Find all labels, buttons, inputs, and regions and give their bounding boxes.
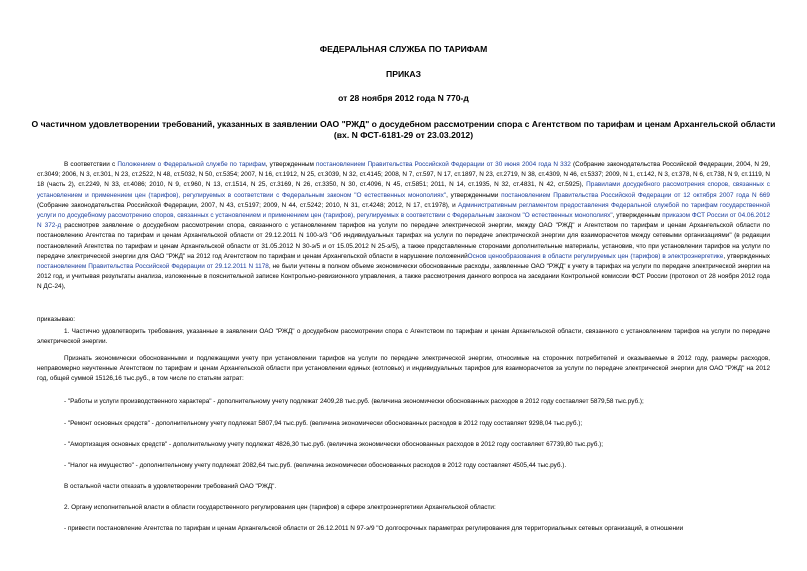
cost-item-property-tax: - "Налог на имущество" - дополнительному учету подлежат 2082,64 тыс.руб. (величина экономически обоснованных расходов в 2012 году составляет 4505,44 тыс.руб.). [64,462,567,469]
ordering-word: приказываю: [37,316,75,323]
link-dispute-rules[interactable]: Правилами досудебного рассмотрения споров, связанных с установлением и применением цен (тарифов), регулируемых в соответствии с Федеральным законом "О естественных монополиях" [37,181,770,199]
preamble-text: (Собрание законодательства Российской Федерации, 2004, N 29, ст.3049; 2006, N 3, ст.301, N 23, ст.2522, N 48, ст.5032, N 50, ст.5354; 2007, N 16, ст.1912, N 25, ст.3039, N 32, ст.4145; 2008, N 7, ст.597, N 17, ст.1897, N 23, ст.2719, N 38, ст.4309, N 46, ст.5337; 2009, N 1, ст.142, N 3, ст.378, N 6, ст.738, N 9, ст.1119, N 18 (часть 2), ст.2249, N 33, ст.4086; 2010, N 9, ст.960, N 13, ст.1514, N 25, ст.3169, N 26, ст.3350, N 30, ст.4096, N 45, ст.5851; 2011, N 14, ст.1935, N 32, ст.4831, N 42, ст.5925), [37,161,770,189]
preamble-text: , утвержденным [265,161,317,168]
document-type: ПРИКАЗ [386,69,421,79]
preamble-text: , утвержденным [612,212,663,220]
preamble-text: , утвержденных [723,252,770,260]
item-2-paragraph: 2. Органу исполнительной власти в области государственного регулирования цен (тарифов) в сфере электроэнергетики Архангельской области: [64,504,496,511]
link-pricing-basics[interactable]: Основ ценообразования в области регулируемых цен (тарифов) в электроэнергетике [467,252,724,260]
preamble-paragraph [37,160,770,293]
link-administrative-regulation[interactable]: Административным регламентом предоставления Федеральной службой по тарифам государственной услуги по досудебному рассмотрению споров, связанных с установлением и применением цен (тарифов), регулируемых в соответствии с Федеральным законом "О естественных монополиях" [37,201,770,220]
link-fst-order-372[interactable]: приказом ФСТ России от 04.06.2012 N 372-д [37,212,770,230]
preamble-text: , не были учтены в полном объеме экономически обоснованные расходы, заявленные ОАО "РЖД" к учету в тарифах на услуги по передаче электрической энергии на 2012 год, и учитывая результаты анализа, изложенные в пояснительной записке Контрольно-ревизионного управления, а также рассмотрения данного вопроса на заседании Контрольной комиссии ФСТ России (протокол от 28 ноября 2012 года N ДС-24), [37,263,770,291]
cost-item-works: - "Работы и услуги производственного характера" - дополнительному учету подлежат 2409,28 тыс.руб. (величина экономически обоснованных расходов в 2012 году составляет 5879,58 тыс.руб.); [64,398,644,405]
document-title: О частичном удовлетворении требований, указанных в заявлении ОАО "РЖД" о досудебном рассмотрении спора с Агентством по тарифам и ценам Архангельской области (вх. N ФСТ-6181-29 от 23.03.2012) [31,119,776,140]
link-government-decree-669[interactable]: постановлением Правительства Российской Федерации от 12 октября 2007 года N 669 [501,191,770,199]
preamble-text: , утвержденными [446,191,502,199]
link-government-decree-1178[interactable]: постановлением Правительства Российской Федерации от 29.12.2011 N 1178 [37,263,269,271]
recognize-paragraph: Признать экономически обоснованными и подлежащими учету при установлении тарифов на услуги по передаче электрической энергии, относимые на сторонних потребителей и оказываемые в 2012 году, размеры расходов, неправомерно неучтенные Агентством по тарифам и ценам Архангельской области при установлении единых (котловых) и индивидуальных тарифов для взаиморасчетов за услуги по передаче электрической энергии для ОАО "РЖД" на 2012 год, общей суммой 15126,16 тыс.руб., в том числе по статьям затрат: [37,355,770,383]
item-1-paragraph: 1. Частично удовлетворить требования, указанные в заявлении ОАО "РЖД" о досудебном рассмотрении спора с Агентством по тарифам и ценам Архангельской области, связанного с установлением тарифов на услуги по передаче электрической энергии. [37,328,770,346]
preamble-text: рассмотрев заявление о досудебном рассмотрении спора, связанного с установлением тарифов на услуги по передаче электрической энергии, между ОАО "РЖД" и Агентством по тарифам и ценам Архангельской области по постановлению Агентства по тарифам и ценам Архангельской области от 29.12.2011 N 100-э/3 "Об индивидуальных тарифах на услуги по передаче электрической энергии для взаиморасчетов между сетевыми организациями" (в редакции постановлений Агентства по тарифам и ценам Архангельской области от 31.05.2012 N 30-э/5 и от 15.05.2012 N 25-э/5), а также представленные сторонами дополнительные материалы, установив, что при установлении тарифов на услуги по передаче электрической энергии для ОАО "РЖД" на 2012 год Агентством по тарифам и ценам Архангельской области в нарушение положений [37,222,770,260]
link-fst-regulation[interactable]: Положением о Федеральной службе по тарифам [117,161,266,168]
preamble-text: В соответствии с [64,161,118,168]
cost-item-repair: - "Ремонт основных средств" - дополнительному учету подлежат 5807,94 тыс.руб. (величина экономически обоснованных расходов в 2012 году составляет 9298,04 тыс.руб.); [64,420,583,427]
cost-item-depreciation: - "Амортизация основных средств" - дополнительному учету подлежат 4826,30 тыс.руб. (величина экономически обоснованных расходов в 2012 году составляет 67739,80 тыс.руб.); [64,441,604,448]
refuse-paragraph: В остальной части отказать в удовлетворении требований ОАО "РЖД". [64,483,277,490]
item-2a-paragraph: - привести постановление Агентства по тарифам и ценам Архангельской области от 26.12.2011 N 97-э/9 "О долгосрочных параметрах регулирования для территориальных сетевых организаций, в отношении [64,525,684,532]
link-government-decree-332[interactable]: постановлением Правительства Российской Федерации от 30 июня 2004 года N 332 [316,161,571,168]
agency-name: ФЕДЕРАЛЬНАЯ СЛУЖБА ПО ТАРИФАМ [319,44,488,54]
document-date-number: от 28 ноября 2012 года N 770-д [338,93,469,103]
preamble-text: (Собрание законодательства Российской Федерации, 2007, N 43, ст.5197; 2009, N 44, ст.5242; 2010, N 31, ст.4248; 2012, N 17, ст.1978), и [37,201,459,209]
